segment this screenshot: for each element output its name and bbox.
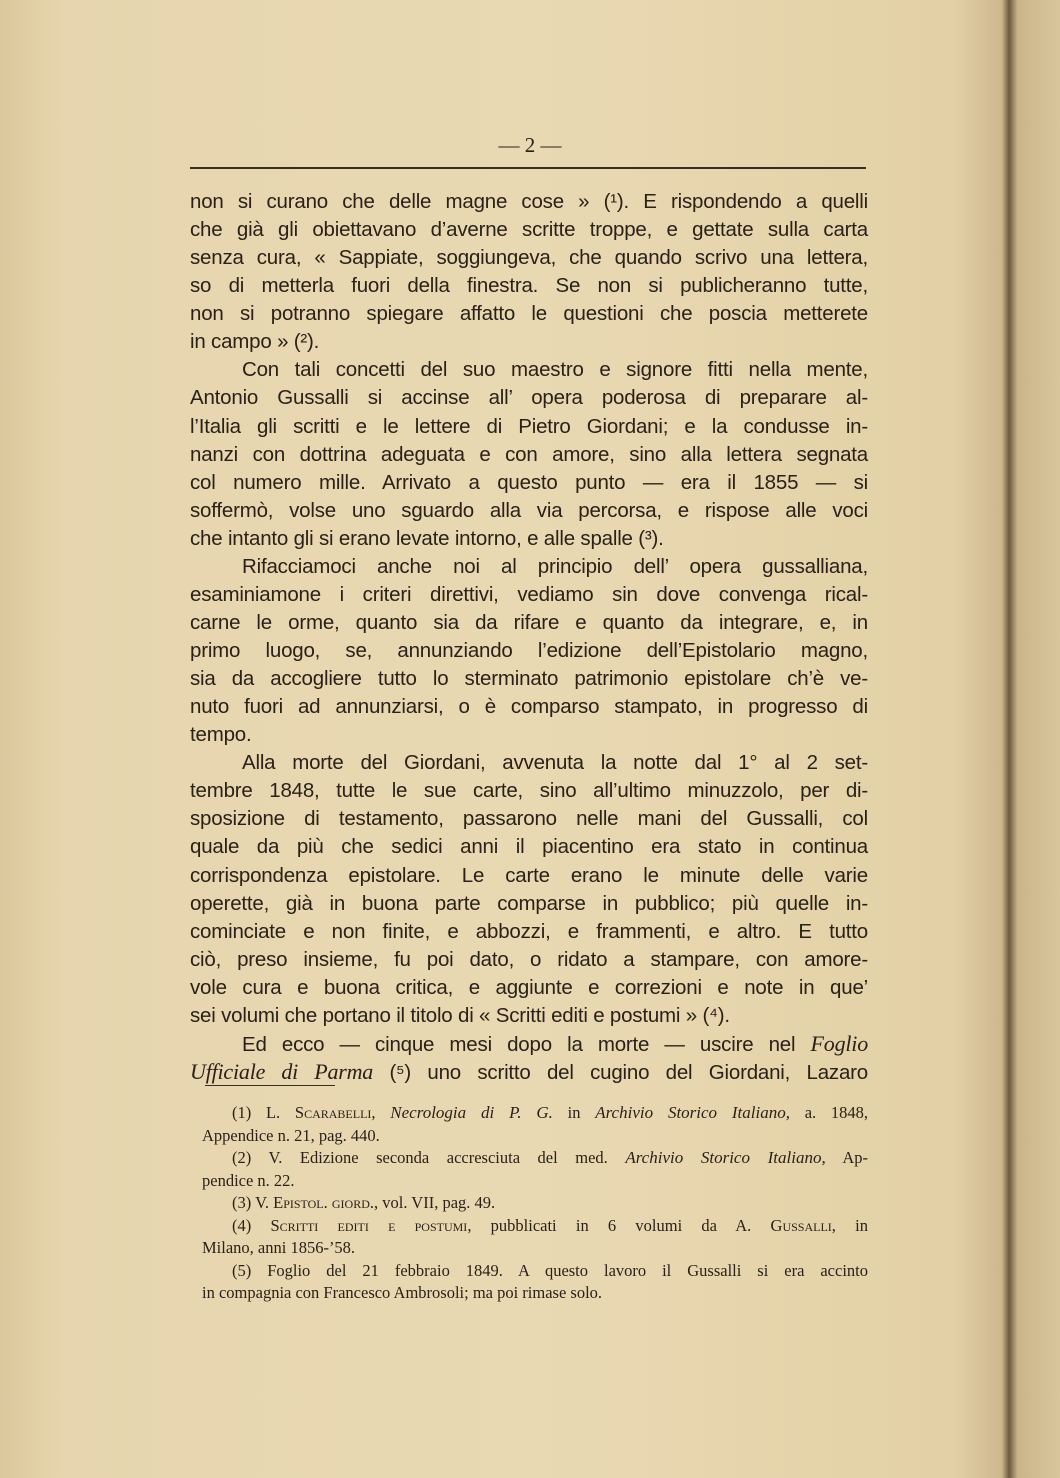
text-segment: nanzi con dottrina adeguata e con amore, sino alla lettera segnata: [190, 442, 868, 466]
body-line: [190, 693, 868, 721]
text-segment: non si potranno spiegare affatto le questioni che poscia metterete: [190, 302, 868, 326]
body-line: [190, 441, 868, 469]
body-line: [190, 581, 868, 609]
text-segment: tempo.: [190, 723, 252, 747]
small-caps-text: Scritti editi e postumi: [270, 1215, 468, 1235]
text-segment: Antonio Gussalli si accinse all’ opera poderosa di preparare al-: [190, 386, 868, 410]
text-segment: senza cura, « Sappiate, soggiungeva, che quando scrivo una lettera,: [190, 246, 868, 270]
body-line: [190, 384, 868, 412]
body-line: [190, 1030, 868, 1058]
text-segment: in campo » (²).: [190, 330, 320, 354]
footnote-line: [202, 1102, 868, 1125]
text-segment: sposizione di testamento, passarono nelle mani del Gussalli, col: [190, 807, 868, 831]
italic-text: Foglio: [810, 1030, 868, 1056]
body-line: [190, 637, 868, 665]
text-segment: carne le orme, quanto sia da rifare e quanto da integrare, e, in: [190, 610, 868, 634]
body-line: [190, 413, 868, 441]
header-rule: [190, 167, 866, 169]
text-segment: Appendice n. 21, pag. 440.: [202, 1125, 380, 1145]
text-segment: che già gli obiettavano d’averne scritte troppe, e gettate sulla carta: [190, 218, 868, 242]
text-segment: corrispondenza epistolare. Le carte erano le minute delle varie: [190, 863, 868, 887]
body-line: [190, 188, 868, 216]
body-line: [190, 609, 868, 637]
body-line: [190, 553, 868, 581]
body-line: [190, 216, 868, 244]
footnote-line: [202, 1125, 868, 1148]
text-segment: sia da accogliere tutto lo sterminato patrimonio epistolare ch’è ve-: [190, 667, 868, 691]
text-segment: soffermò, volse uno sguardo alla via percorsa, e rispose alle voci: [190, 498, 868, 522]
italic-text: Archivio Storico Italiano,: [595, 1103, 790, 1122]
text-segment: ,: [371, 1103, 391, 1122]
text-segment: vole cura e buona critica, e aggiunte e correzioni e note in que’: [190, 975, 868, 999]
body-line: [190, 244, 868, 272]
footnote-line: [202, 1147, 868, 1170]
body-line: [190, 721, 868, 749]
text-segment: (4): [232, 1215, 271, 1235]
text-segment: Alla morte del Giordani, avvenuta la notte dal 1° al 2 set-: [242, 751, 868, 775]
small-caps-text: Epistol. giord.: [273, 1193, 375, 1212]
text-segment: primo luogo, se, annunziando l’edizione dell’Epistolario magno,: [190, 639, 868, 662]
text-segment: so di metterla fuori della finestra. Se non si publicheranno tutte,: [190, 274, 868, 298]
text-segment: a. 1848,: [789, 1103, 869, 1122]
text-segment: in: [552, 1103, 596, 1122]
footnote-line: [202, 1282, 868, 1305]
footnotes: [202, 1102, 868, 1305]
body-line: [190, 805, 868, 833]
footnote-line: [202, 1170, 868, 1193]
body-line: [190, 1002, 868, 1030]
body-line: [190, 525, 868, 553]
body-line: [190, 469, 868, 497]
text-segment: ciò, preso insieme, fu poi dato, o ridato a stampare, con amore-: [190, 947, 868, 971]
text-segment: operette, già in buona parte comparse in pubblico; più quelle in-: [190, 891, 868, 915]
body-text: [190, 188, 868, 1086]
body-line: [190, 356, 868, 384]
text-segment: l’Italia gli scritti e le lettere di Pietro Giordani; e la condusse in-: [190, 414, 868, 438]
body-line: [190, 272, 868, 300]
body-line: [190, 777, 868, 805]
footnote-separator: [205, 1085, 335, 1086]
body-line: [190, 862, 868, 890]
footnote-line: [202, 1260, 868, 1283]
body-line: [190, 300, 868, 328]
small-caps-text: Gussalli: [770, 1215, 832, 1235]
text-segment: nuto fuori ad annunziarsi, o è comparso stampato, in progresso di: [190, 695, 868, 719]
text-segment: (3) V.: [232, 1193, 274, 1212]
page-number: — 2 —: [498, 133, 562, 157]
italic-text: Archivio Storico Italiano,: [625, 1148, 826, 1167]
text-segment: , pubblicati in 6 volumi da A.: [467, 1215, 771, 1235]
footnote-line: [202, 1215, 868, 1238]
text-segment: non si curano che delle magne cose » (¹). E rispondendo a quelli: [190, 190, 868, 213]
text-segment: Rifacciamoci anche noi al principio dell’ opera gussalliana,: [242, 554, 868, 578]
text-segment: (⁵) uno scritto del cugino del Giordani, Lazaro: [373, 1060, 868, 1084]
text-segment: (1) L.: [232, 1103, 295, 1122]
body-line: [190, 918, 868, 946]
text-segment: Ed ecco — cinque mesi dopo la morte — uscire nel: [242, 1032, 811, 1056]
text-segment: Ap-: [825, 1148, 868, 1167]
text-segment: pendice n. 22.: [202, 1170, 295, 1190]
body-line: [190, 974, 868, 1002]
text-segment: , vol. VII, pag. 49.: [374, 1193, 496, 1212]
text-segment: quale da più che sedici anni il piacentino era stato in continua: [190, 835, 868, 859]
text-segment: , in: [831, 1215, 868, 1235]
body-line: [190, 328, 868, 356]
text-segment: Milano, anni 1856-’58.: [202, 1238, 356, 1257]
italic-text: Ufficiale di Parma: [190, 1058, 374, 1084]
text-segment: che intanto gli si erano levate intorno, e alle spalle (³).: [190, 526, 664, 550]
text-segment: in compagnia con Francesco Ambrosoli; ma poi rimase solo.: [202, 1283, 603, 1302]
text-segment: col numero mille. Arrivato a questo punto — era il 1855 — si: [190, 470, 868, 494]
text-segment: (5) Foglio del 21 febbraio 1849. A questo lavoro il Gussalli si era accinto: [232, 1260, 868, 1280]
text-segment: tembre 1848, tutte le sue carte, sino all’ultimo minuzzolo, per di-: [190, 779, 868, 803]
body-line: [190, 665, 868, 693]
text-segment: sei volumi che portano il titolo di « Scritti editi e postumi » (⁴).: [190, 1003, 730, 1027]
small-caps-text: Scarabelli: [294, 1103, 372, 1122]
footnote-line: [202, 1192, 868, 1215]
body-line: [190, 497, 868, 525]
footnote-line: [202, 1237, 868, 1260]
italic-text: Necrologia di P. G.: [390, 1103, 553, 1122]
text-segment: (2) V. Edizione seconda accresciuta del med.: [232, 1148, 626, 1167]
text-segment: Con tali concetti del suo maestro e signore fitti nella mente,: [242, 358, 868, 382]
text-segment: esaminiamone i criteri direttivi, vediamo sin dove convenga rical-: [190, 582, 868, 606]
body-line: [190, 946, 868, 974]
body-line: [190, 1058, 868, 1086]
text-segment: cominciate e non finite, e abbozzi, e frammenti, e altro. E tutto: [190, 919, 868, 943]
body-line: [190, 890, 868, 918]
body-line: [190, 833, 868, 861]
body-line: [190, 749, 868, 777]
